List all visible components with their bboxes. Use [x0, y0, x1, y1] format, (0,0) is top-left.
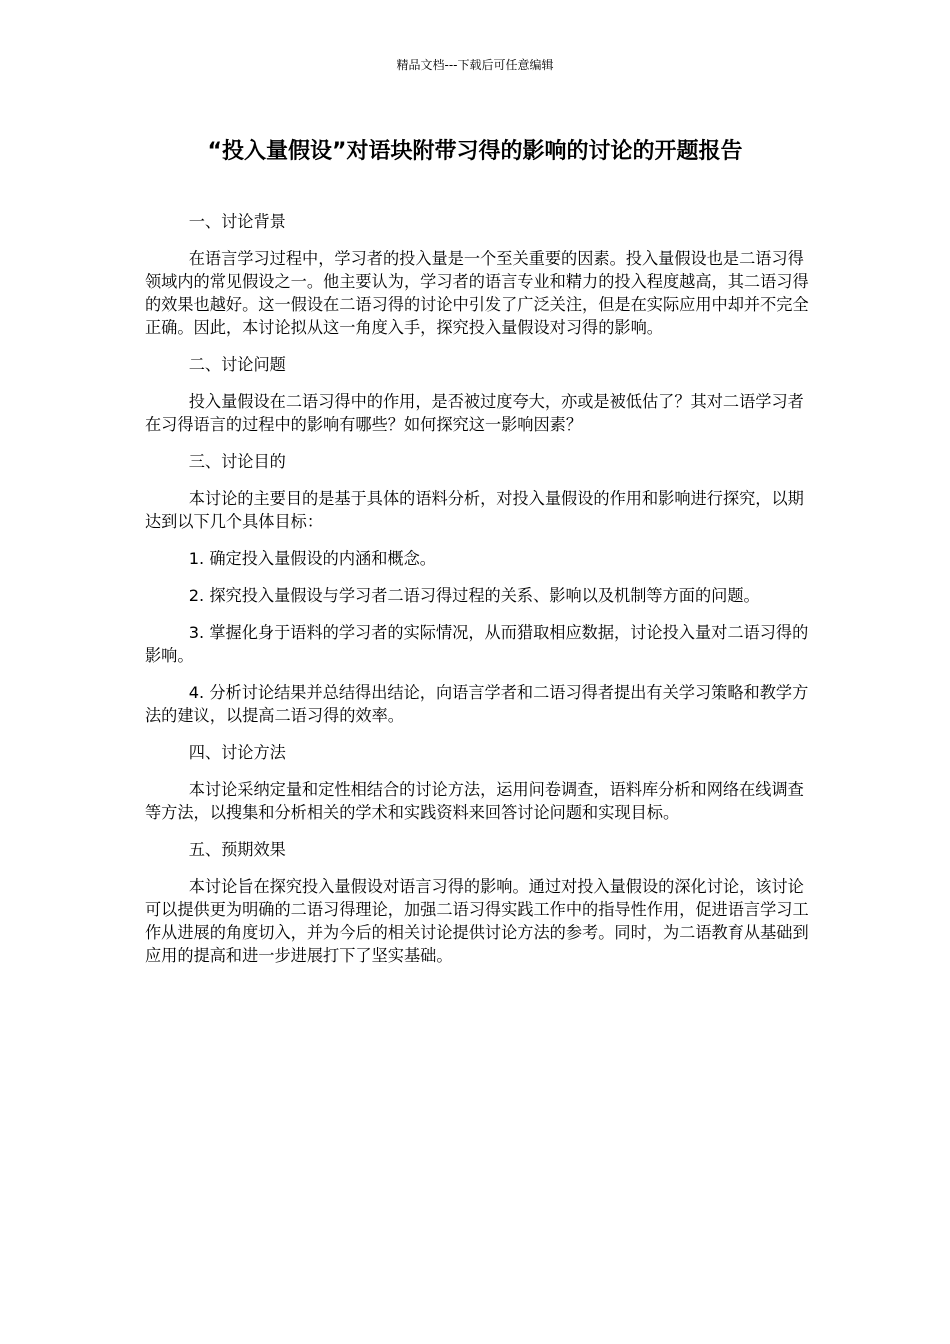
section-heading-objectives: 三、讨论目的	[188, 452, 286, 471]
objective-item-3: 3. 掌握化身于语料的学习者的实际情况，从而猎取相应数据，讨论投入量对二语习得的影响。	[145, 623, 809, 665]
section-heading-expected-results: 五、预期效果	[188, 840, 286, 859]
paragraph-questions: 投入量假设在二语习得中的作用，是否被过度夸大，亦或是被低估了？其对二语学习者在习得语言的过程中的影响有哪些？如何探究这一影响因素？	[145, 392, 804, 434]
paragraph-expected-results: 本讨论旨在探究投入量假设对语言习得的影响。通过对投入量假设的深化讨论，该讨论可以提供更为明确的二语习得理论，加强二语习得实践工作中的指导性作用，促进语言学习工作从进展的角度切入，并为今后的相关讨论提供讨论方法的参考。同时，为二语教育从基础到应用的提高和进一步进展打下了坚实基础。	[145, 877, 809, 965]
objective-item-2: 2. 探究投入量假设与学习者二语习得过程的关系、影响以及机制等方面的问题。	[188, 586, 760, 605]
objective-item-4: 4. 分析讨论结果并总结得出结论，向语言学者和二语习得者提出有关学习策略和教学方法的建议，以提高二语习得的效率。	[145, 683, 809, 725]
document-body	[145, 210, 812, 981]
page-header: 精品文档---下载后可任意编辑	[396, 58, 554, 72]
section-heading-methods: 四、讨论方法	[188, 743, 286, 762]
objective-item-1: 1. 确定投入量假设的内涵和概念。	[188, 549, 436, 568]
section-heading-background: 一、讨论背景	[188, 212, 286, 231]
document-title: “投入量假设”对语块附带习得的影响的讨论的开题报告	[207, 139, 743, 164]
paragraph-objectives-intro: 本讨论的主要目的是基于具体的语料分析，对投入量假设的作用和影响进行探究，以期达到以下几个具体目标：	[145, 489, 804, 531]
paragraph-methods: 本讨论采纳定量和定性相结合的讨论方法，运用问卷调查，语料库分析和网络在线调查等方法，以搜集和分析相关的学术和实践资料来回答讨论问题和实现目标。	[145, 780, 804, 822]
section-heading-questions: 二、讨论问题	[188, 355, 286, 374]
paragraph-background: 在语言学习过程中，学习者的投入量是一个至关重要的因素。投入量假设也是二语习得领域内的常见假设之一。他主要认为，学习者的语言专业和精力的投入程度越高，其二语习得的效果也越好。这一假设在二语习得的讨论中引发了广泛关注，但是在实际应用中却并不完全正确。因此，本讨论拟从这一角度入手，探究投入量假设对习得的影响。	[145, 249, 809, 337]
